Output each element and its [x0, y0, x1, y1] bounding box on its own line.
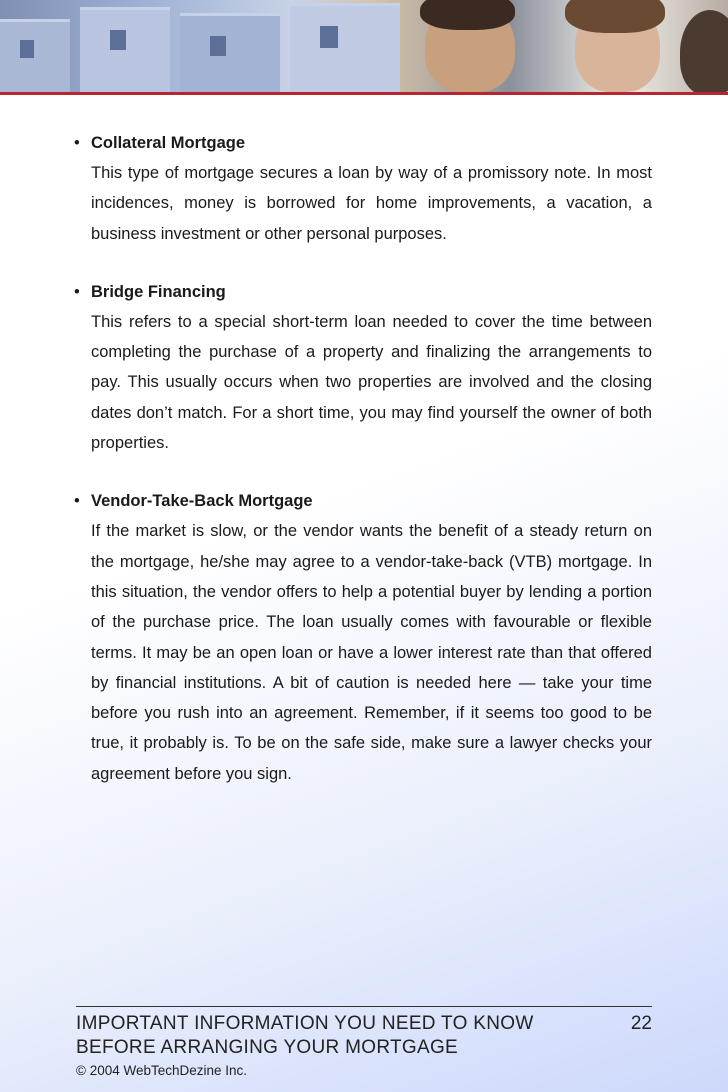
copyright-notice: © 2004 WebTechDezine Inc. [76, 1063, 248, 1078]
header-accent-rule [0, 92, 728, 95]
section-vendor-take-back-mortgage [74, 486, 652, 789]
person-hair [420, 0, 515, 30]
header-photo-banner [0, 0, 728, 92]
person-photo [680, 10, 728, 92]
window-graphic [110, 30, 126, 50]
house-graphic [0, 19, 70, 92]
footer-rule [76, 1006, 652, 1007]
window-graphic [20, 40, 34, 58]
window-graphic [210, 36, 226, 56]
section-collateral-mortgage [74, 128, 652, 249]
section-body: If the market is slow, or the vendor wants the benefit of a steady return on the mortgage, he/she may agree to a vendor-take-back (VTB) mortgage. In this situation, the vendor offers to help a potential buyer by lending a portion of the purchase price. The loan usually comes with favourable or flexible terms. It may be an open loan or have a lower interest rate than that offered by financial institutions. A bit of caution is needed here — take your time before you rush into an agreement. Remember, if it seems too good to be true, it probably is. To be on the safe side, make sure a lawyer checks your agreement before you sign. [91, 522, 652, 783]
page-content [74, 128, 652, 817]
window-graphic [320, 26, 338, 48]
section-bridge-financing [74, 277, 652, 458]
house-graphic [180, 13, 280, 92]
page-number: 22 [630, 1013, 652, 1034]
section-title [74, 277, 652, 307]
bullet-icon: • [74, 282, 80, 301]
section-body: This refers to a special short-term loan needed to cover the time between completing the purchase of a property and finalizing the arrangements to pay. This usually occurs when two properties are involved and the closing dates don’t match. For a short time, you may find yourself the owner of both properties. [91, 312, 652, 453]
section-body: This type of mortgage secures a loan by way of a promissory note. In most incidences, money is borrowed for home improvements, a vacation, a business investment or other personal purposes. [91, 164, 652, 243]
section-title-text: Collateral Mortgage [91, 134, 246, 152]
section-title-text: Bridge Financing [91, 282, 226, 301]
bullet-icon: • [74, 492, 80, 511]
footer-title-line2: BEFORE ARRANGING YOUR MORTGAGE [76, 1037, 459, 1058]
house-graphic [290, 3, 400, 92]
person-hair [565, 0, 665, 33]
section-title [74, 128, 652, 158]
section-title-text: Vendor-Take-Back Mortgage [91, 492, 313, 511]
bullet-icon: • [74, 134, 80, 152]
section-title [74, 486, 652, 516]
footer-title-line1: IMPORTANT INFORMATION YOU NEED TO KNOW [76, 1013, 534, 1034]
